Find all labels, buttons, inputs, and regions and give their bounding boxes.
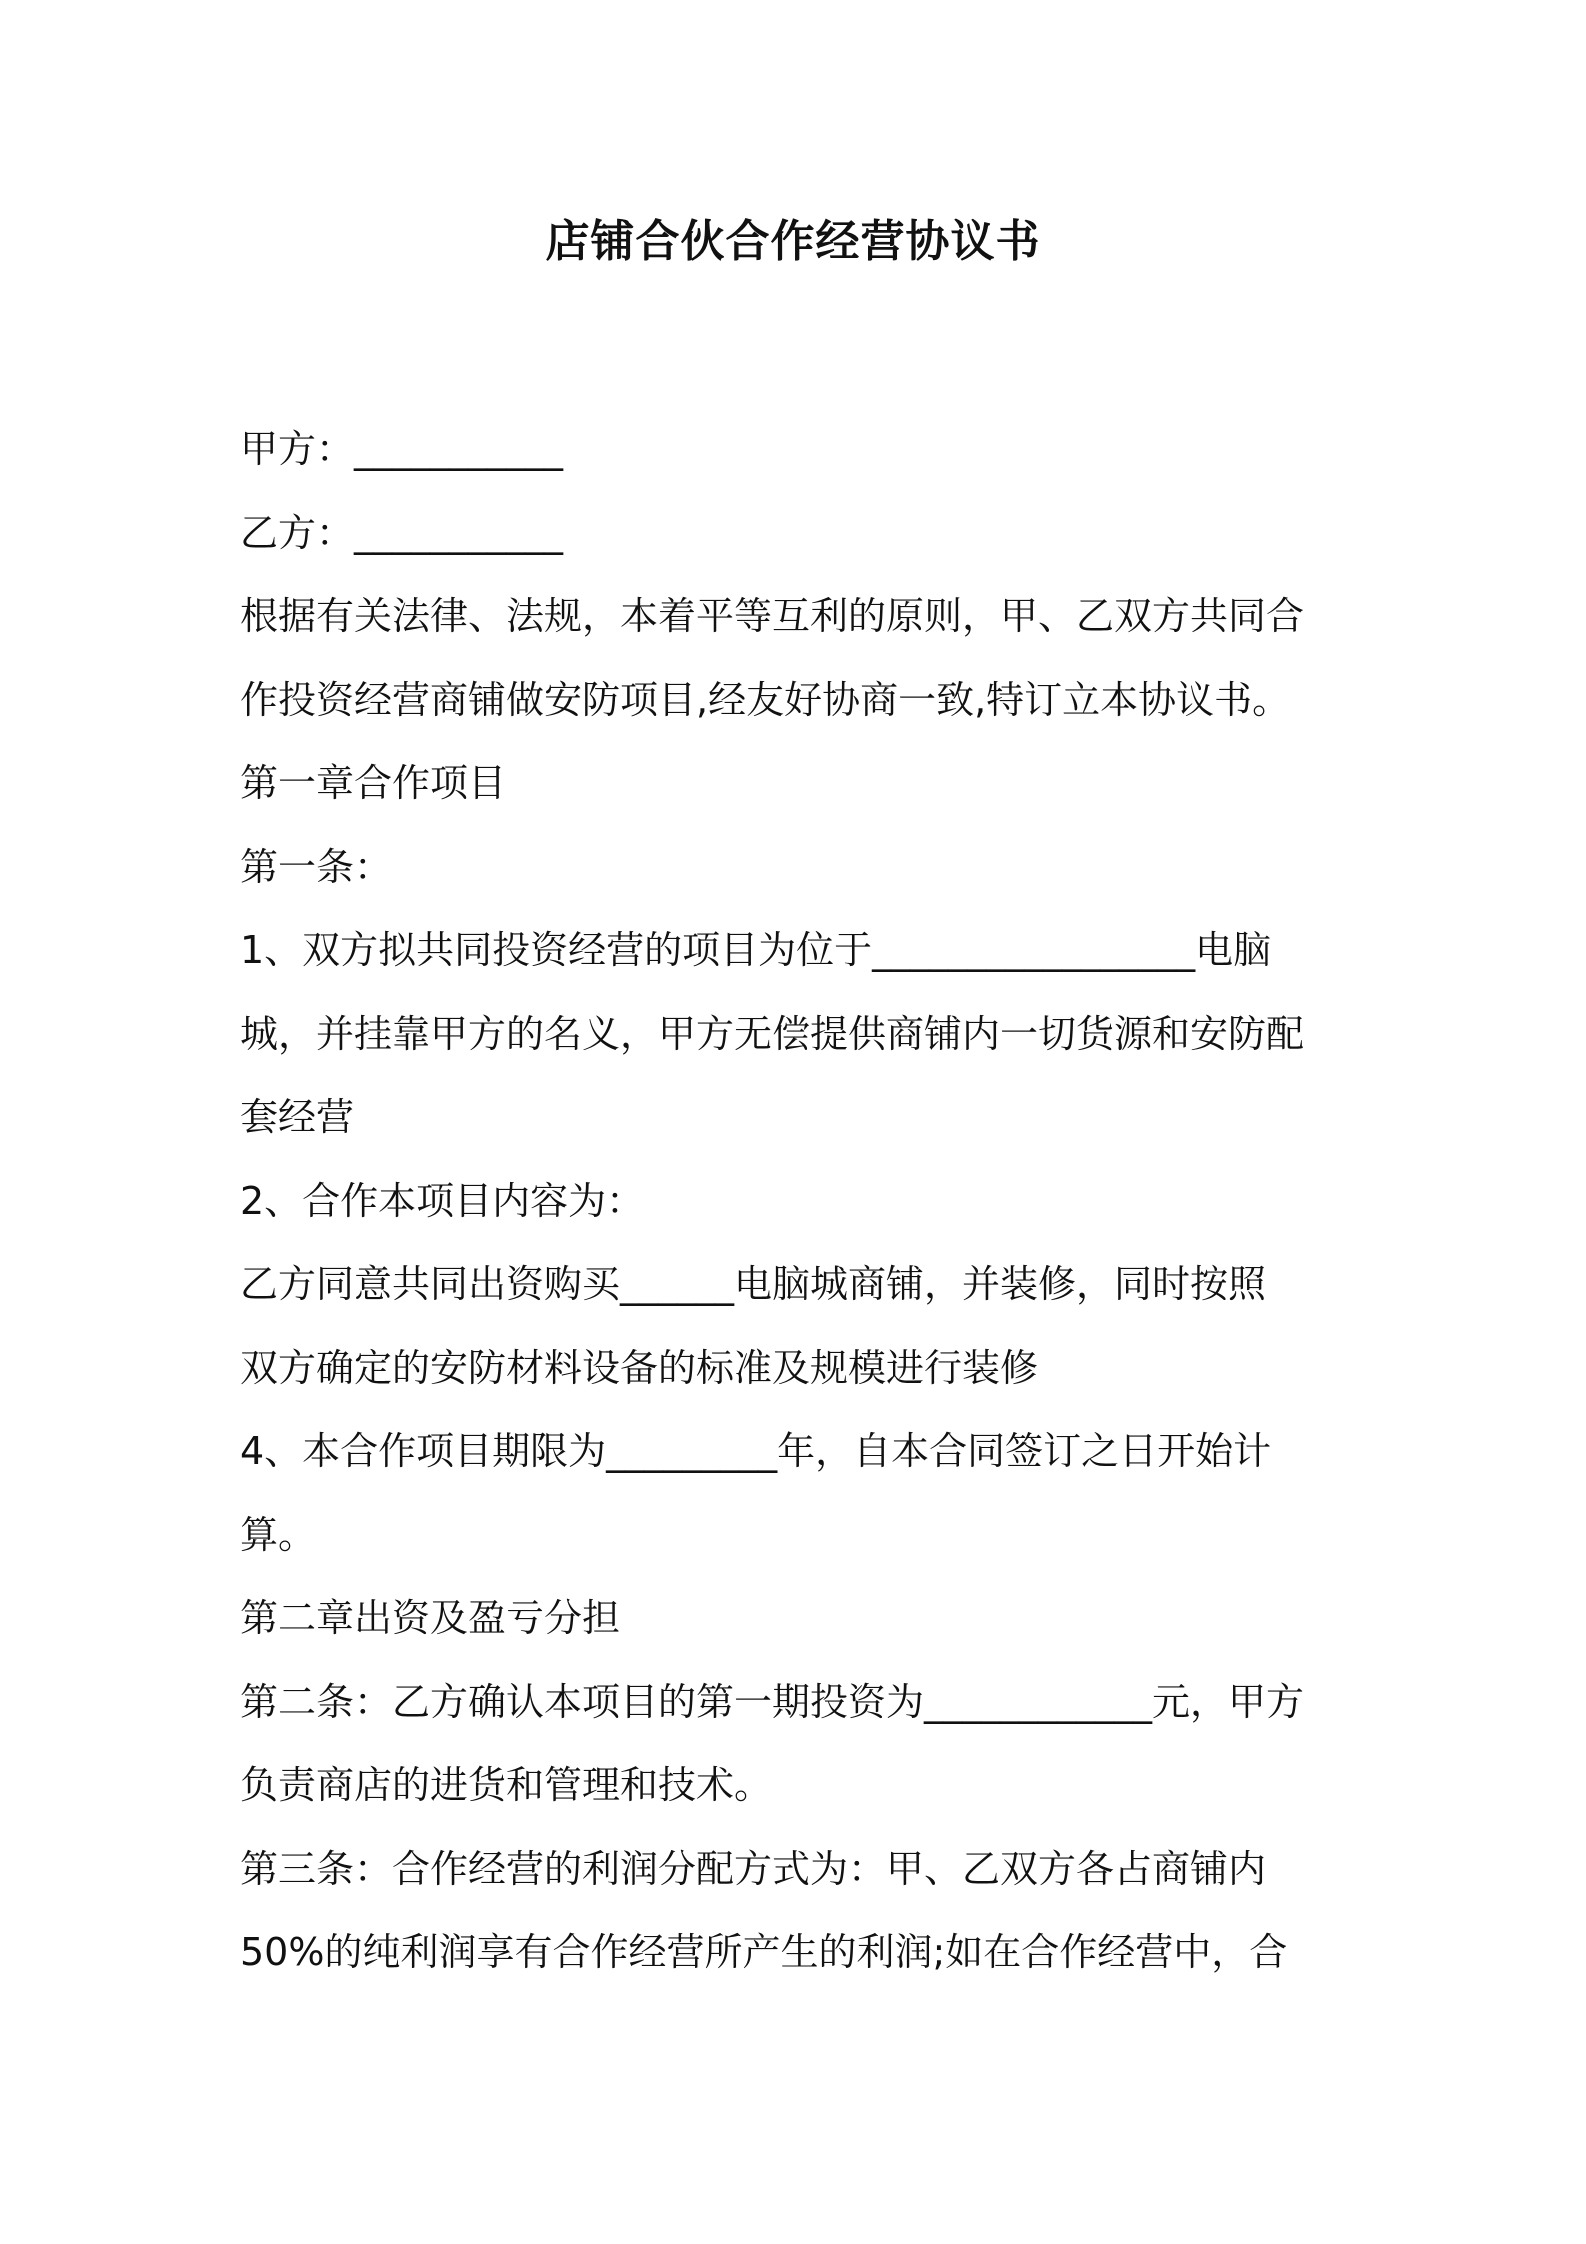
clause-line: 1、双方拟共同投资经营的项目为位于_________________电脑	[240, 928, 1272, 972]
article-line: 负责商店的进货和管理和技术。	[240, 1763, 773, 1807]
party-a-line: 甲方：___________	[240, 427, 564, 471]
clause-line: 城，并挂靠甲方的名义，甲方无偿提供商铺内一切货源和安防配	[240, 1011, 1305, 1056]
clause-line: 算。	[240, 1512, 317, 1557]
article-line: 第二条：乙方确认本项目的第一期投资为____________元，甲方	[240, 1679, 1305, 1724]
clause-line: 4、本合作项目期限为_________年，自本合同签订之日开始计	[240, 1429, 1272, 1473]
party-b-line: 乙方：___________	[240, 510, 564, 555]
clause-line: 套经营	[240, 1095, 355, 1139]
clause-line: 双方确定的安防材料设备的标准及规模进行装修	[240, 1345, 1039, 1390]
preamble-line: 根据有关法律、法规，本着平等互利的原则，甲、乙双方共同合	[240, 594, 1305, 638]
document-title: 店铺合伙合作经营协议书	[545, 216, 1041, 267]
article-line: 第三条：合作经营的利润分配方式为：甲、乙双方各占商铺内	[240, 1846, 1267, 1891]
chapter-heading: 第二章出资及盈亏分担	[240, 1596, 621, 1640]
article-heading: 第一条：	[240, 844, 393, 889]
clause-line: 2、合作本项目内容为：	[240, 1178, 645, 1223]
clause-line: 乙方同意共同出资购买______电脑城商铺，并装修，同时按照	[240, 1262, 1267, 1306]
preamble-line: 作投资经营商铺做安防项目,经友好协商一致,特订立本协议书。	[240, 677, 1291, 722]
chapter-heading: 第一章合作项目	[240, 761, 507, 805]
article-line: 50%的纯利润享有合作经营所产生的利润;如在合作经营中，合	[240, 1930, 1288, 1974]
document-body	[240, 408, 1350, 1995]
